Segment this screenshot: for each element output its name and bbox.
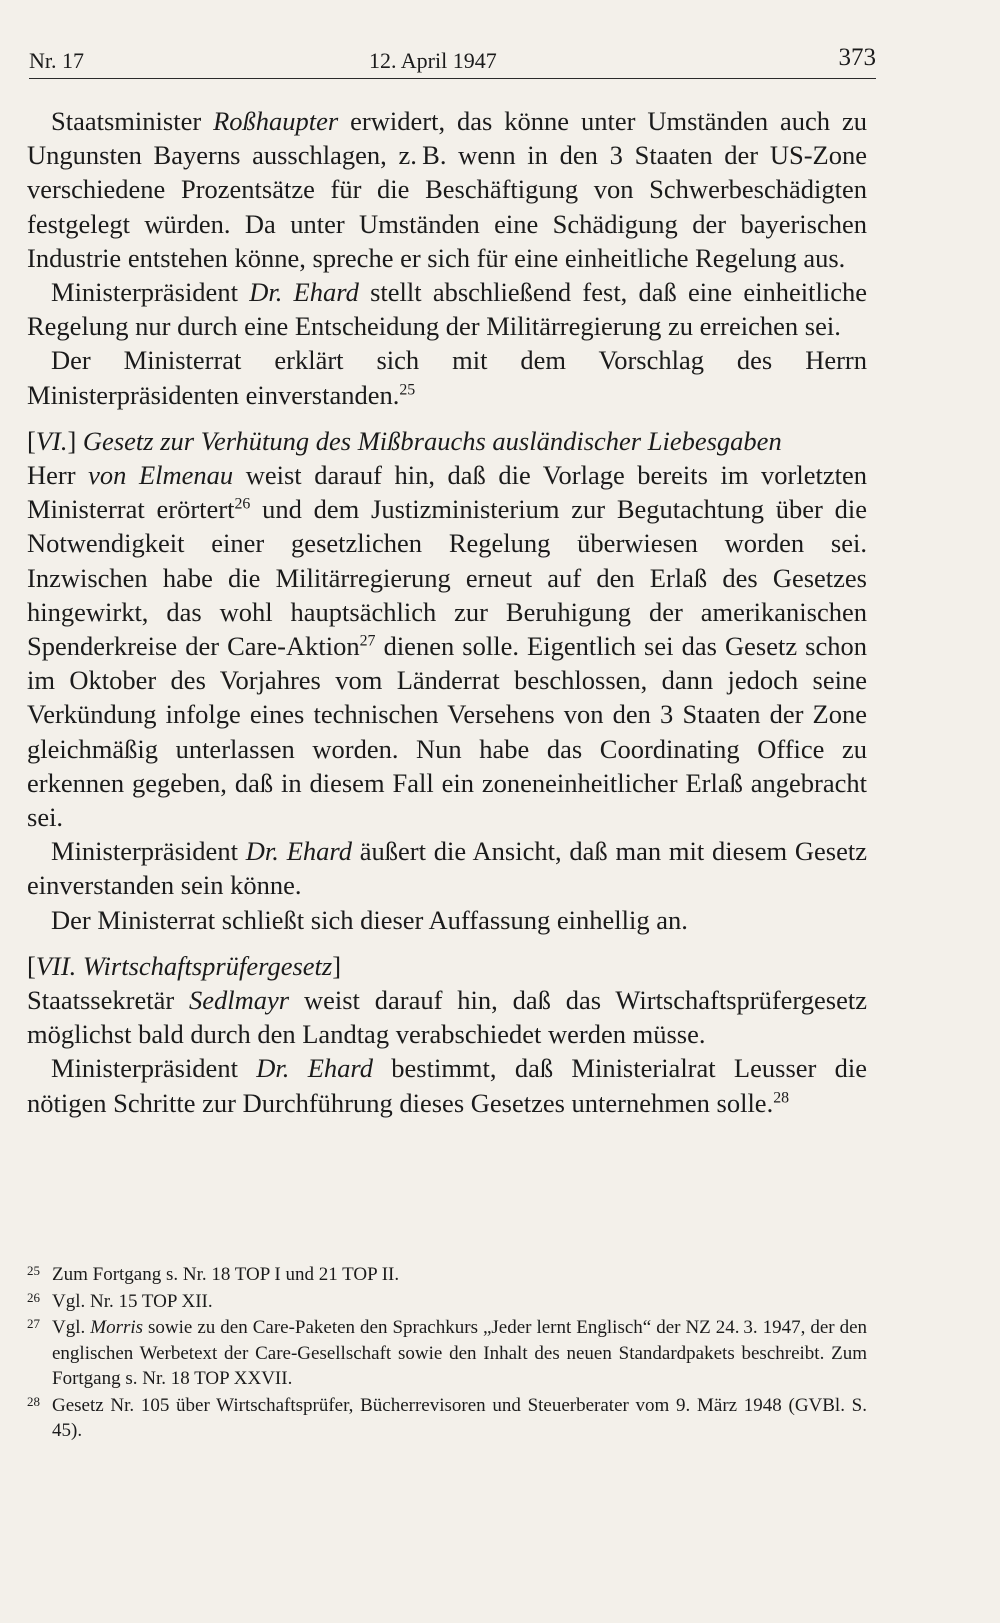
speaker-name: Dr. Ehard bbox=[245, 836, 352, 867]
page-number: 373 bbox=[838, 44, 876, 71]
footnote-number: 27 bbox=[27, 1316, 40, 1331]
footnote: 25 Zum Fortgang s. Nr. 18 TOP I und 21 TOP II. bbox=[27, 1262, 867, 1288]
paragraph-ministerrat-1: Der Ministerrat erklärt sich mit dem Vorschlag des Herrn Ministerpräsidenten einverstanden.$^{25}$ bbox=[27, 345, 867, 410]
paragraph-elmenau: Herr von Elmenau weist darauf hin, daß die Vorlage bereits im vorletzten Ministerrat erörtert$^{26}$ und dem Justizministerium zur Begutachtung über die Notwendigkeit einer gesetzlichen Regelung überwiesen worden sei. Inzwischen habe die Militärregierung erneut auf den Erlaß des Gesetzes hingewirkt, das wohl hauptsächlich zur Beruhigung der amerikanischen Spenderkreise der Care-Aktion$^{27}$ dienen solle. Eigentlich sei das Gesetz schon im Oktober des Vorjahres vom Länderrat beschlossen, dann jedoch seine Verkündung infolge eines technischen Versehens von den 3 Staaten der Zone gleichmäßig unterlassen worden. Nun habe das Coordinating Office zu erkennen gegeben, daß in diesem Fall ein zoneneinheitlicher Erlaß angebracht sei. bbox=[27, 460, 867, 833]
section-heading-vii: [VII. Wirtschaftsprüfergesetz] bbox=[27, 950, 342, 981]
footnote: 26 Vgl. Nr. 15 TOP XII. bbox=[27, 1289, 867, 1315]
footnote: 28 Gesetz Nr. 105 über Wirtschaftsprüfer, Bücherrevisoren und Steuerberater vom 9. März 1948 (GVBl. S. 45). bbox=[27, 1393, 867, 1444]
speaker-name: Dr. Ehard bbox=[249, 277, 359, 308]
speaker-name: Roßhaupter bbox=[213, 106, 339, 136]
issue-number: Nr. 17 bbox=[29, 48, 84, 73]
body-text bbox=[27, 104, 867, 1120]
footnote-ref: 28 bbox=[773, 1089, 790, 1107]
footnotes bbox=[27, 1262, 867, 1445]
footnote-number: 28 bbox=[27, 1393, 40, 1409]
paragraph-rosshaupter: Staatsminister Roßhaupter erwidert, das könne unter Umständen auch zu Ungunsten Bayerns ausschlagen, z. B. wenn in den 3 Staaten der US-Zone verschiedene Prozentsätze für die Beschäftigung von Schwerbeschädigten festgelegt würden. Da unter Umständen eine Schädigung der bayerischen Industrie entstehen könne, spreche er sich für eine einheitliche Regelung aus. bbox=[27, 106, 867, 273]
footnote-ref: 27 bbox=[359, 632, 376, 650]
header-date: 12. April 1947 bbox=[369, 48, 497, 73]
footnote: 27 Vgl. Morris sowie zu den Care-Paketen den Sprachkurs „Jeder lernt Englisch“ der NZ 24. 3. 1947, der den englischen Werbetext der Care-Gesellschaft sowie den Inhalt des neuen Standardpakets beschreibt. Zum Fortgang s. Nr. 18 TOP XXVII. bbox=[27, 1315, 867, 1392]
running-header bbox=[29, 44, 876, 79]
paragraph-ministerrat-2: Der Ministerrat schließt sich dieser Auffassung einhellig an. bbox=[51, 904, 688, 935]
footnote-number: 26 bbox=[27, 1289, 40, 1305]
footnote-ref: 25 bbox=[399, 381, 416, 399]
footnote-ref: 26 bbox=[234, 495, 251, 513]
paragraph-ehard-3: Ministerpräsident Dr. Ehard bestimmt, daß Ministerialrat Leusser die nötigen Schritte zur Durchführung dieses Gesetzes unternehmen solle.$^{28}$ bbox=[27, 1053, 868, 1118]
speaker-name: Dr. Ehard bbox=[256, 1053, 373, 1084]
paragraph-ehard-1: Ministerpräsident Dr. Ehard stellt abschließend fest, daß eine einheitliche Regelung nur durch eine Entscheidung der Militärregierung zu erreichen sei. bbox=[27, 277, 868, 342]
paragraph-ehard-2: Ministerpräsident Dr. Ehard äußert die Ansicht, daß man mit diesem Gesetz einverstanden sein könne. bbox=[27, 836, 868, 901]
speaker-name: Sedlmayr bbox=[189, 985, 290, 1016]
section-heading-vi: [VI.] Gesetz zur Verhütung des Mißbrauchs ausländischer Liebesgaben bbox=[27, 425, 782, 456]
paragraph-sedlmayr: Staatssekretär Sedlmayr weist darauf hin, daß das Wirtschaftsprüfergesetz möglichst bald durch den Landtag verabschiedet werden müsse. bbox=[27, 985, 867, 1050]
speaker-name: von Elmenau bbox=[88, 460, 234, 491]
footnote-number: 25 bbox=[27, 1263, 40, 1278]
